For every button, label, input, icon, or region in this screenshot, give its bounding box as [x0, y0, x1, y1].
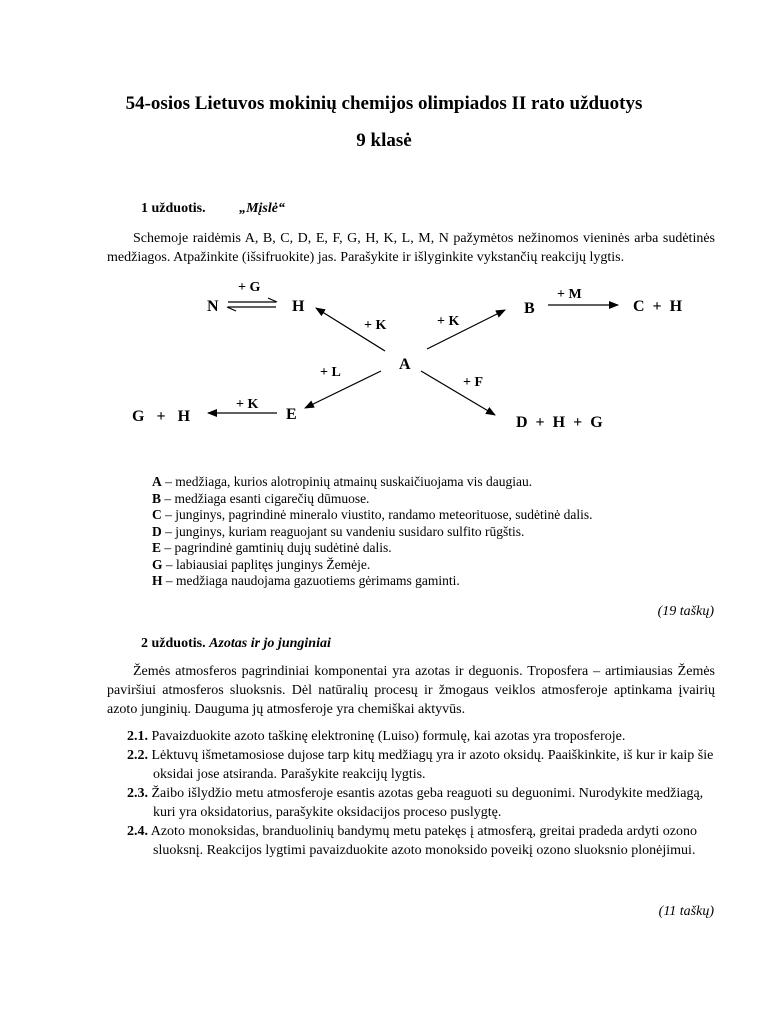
task1-points: (19 taškų) [657, 604, 714, 619]
arrow-A-to-DHG [421, 371, 495, 415]
scheme-A: A [399, 356, 411, 373]
scheme-C-plus-H: C + H [633, 298, 683, 315]
reaction-scheme [0, 270, 768, 440]
clue-D: D – junginys, kuriam reaguojant su vandeniu susidaro sulfito rūgštis. [152, 523, 525, 539]
scheme-plus-L: + L [320, 365, 341, 380]
clue-B: B – medžiaga esanti cigarečių dūmuose. [152, 490, 370, 506]
task2-questions [127, 727, 715, 860]
scheme-N: N [207, 298, 219, 315]
scheme-H-top: H [292, 298, 305, 315]
clue-G: G – labiausiai paplitęs junginys Žemėje. [152, 556, 371, 572]
clue-E: E – pagrindinė gamtinių dujų sudėtinė dalis. [152, 540, 392, 555]
clue-list [152, 474, 672, 590]
scheme-G-plus-H: G + H [132, 408, 191, 425]
page-title: 54-osios Lietuvos mokinių chemijos olimpiados II rato užduotys [125, 93, 643, 114]
scheme-plus-K-2: + K [437, 314, 460, 329]
task2-heading [141, 636, 331, 652]
scheme-plus-K-3: + K [236, 397, 259, 412]
question-2-1: 2.1. Pavaizduokite azoto taškinę elektroninę (Luiso) formulę, kai azotas yra troposferoje. [127, 729, 626, 744]
scheme-B: B [524, 300, 535, 317]
clue-A: A – medžiaga, kurios alotropinių atmainų suskaičiuojama vis daugiau. [152, 474, 533, 489]
grade-title: 9 klasė [356, 130, 412, 151]
scheme-E: E [286, 406, 297, 423]
task1-label: 1 užduotis. [141, 201, 206, 216]
question-2-2: 2.2. Lėktuvų išmetamosiose dujose tarp kitų medžiagų yra ir azoto oksidų. Paaiškinkite, iš kur ir kaip šie oksidai jose atsiranda. Parašykite reakcijų lygtis. [127, 748, 714, 782]
eq-arrow-back-head [227, 307, 236, 311]
scheme-plus-M: + M [557, 287, 582, 302]
task1-name: „Mįslė“ [239, 201, 285, 216]
task1-intro: Schemoje raidėmis A, B, C, D, E, F, G, H, K, L, M, N pažymėtos nežinomos vieninės arba sudėtinės medžiagos. Atpažinkite (išsifruokite) jas. Parašykite ir išlyginkite vykstančių reakcijų lygtis. [107, 231, 715, 265]
scheme-D-plus-H-plus-G: D + H + G [516, 414, 603, 431]
question-2-3: 2.3. Žaibo išlydžio metu atmosferoje esantis azotas geba reaguoti su deguonimi. Nurodykite medžiagą, kuri yra oksidatorius, parašykite oksidacijos proceso puslygtę. [127, 786, 704, 820]
task1-heading [141, 201, 285, 217]
task2-intro: Žemės atmosferos pagrindiniai komponentai yra azotas ir deguonis. Troposfera – artimiausias Žemės paviršiui atmosferos sluoksnis. Dėl natūralių procesų ir žmogaus veiklos atmosferoje aptinkama įvairių azoto junginių. Dauguma jų atmosferoje yra chemiškai aktyvūs. [107, 664, 715, 717]
task2-points: (11 taškų) [658, 904, 714, 919]
scheme-plus-F: + F [463, 375, 484, 390]
task2-label: 2 užduotis. [141, 636, 206, 651]
task2-name: Azotas ir jo junginiai [209, 636, 331, 651]
clue-C: C – junginys, pagrindinė mineralo viustito, randamo meteorituose, sudėtinė dalis. [152, 507, 593, 522]
arrow-A-to-E [305, 371, 381, 408]
question-2-4: 2.4. Azoto monoksidas, branduolinių bandymų metu patekęs į atmosferą, greitai pradeda ardyti ozono sluoksnį. Reakcijos lygtimi pavaizduokite azoto monoksido poveikį ozono sluoksnio plonėjimui. [127, 824, 697, 858]
scheme-plus-K-1: + K [364, 318, 387, 333]
scheme-plus-G: + G [238, 280, 261, 295]
clue-H: H – medžiaga naudojama gazuotiems gėrimams gaminti. [152, 573, 460, 588]
eq-arrow-forward-head [268, 298, 277, 302]
